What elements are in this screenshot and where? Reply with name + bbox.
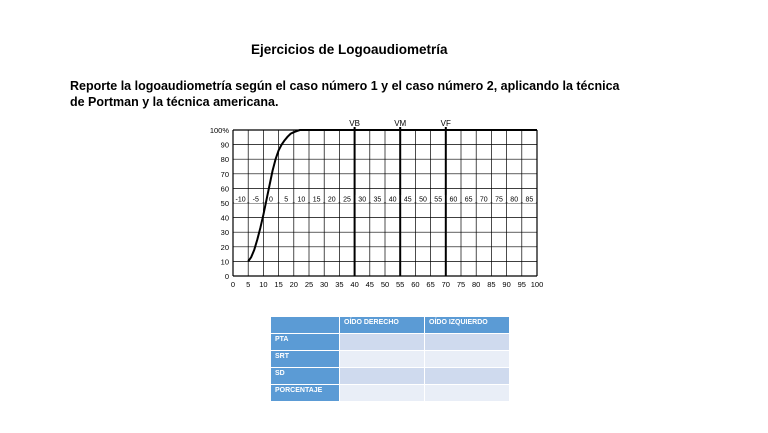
inner-scale-label: 70: [479, 196, 488, 204]
sd-left-cell[interactable]: [425, 368, 510, 385]
reference-label-vm: VM: [394, 119, 407, 128]
page-title-text: Ejercicios de Logoaudiometría: [251, 42, 448, 57]
inner-scale-label: 85: [525, 196, 534, 204]
y-tick-label: 90: [220, 140, 229, 150]
x-tick-label: 5: [246, 280, 251, 289]
header-left-ear: OÍDO IZQUIERDO: [425, 317, 510, 334]
inner-scale-label: 65: [464, 196, 473, 204]
table-row: [271, 368, 510, 385]
x-tick-label: 95: [517, 280, 526, 289]
pta-left-cell[interactable]: [425, 334, 510, 351]
x-tick-label: 50: [380, 280, 390, 289]
inner-scale-label: 55: [434, 196, 443, 204]
inner-scale-label: -10: [235, 196, 246, 204]
table-row: [271, 334, 510, 351]
porcentaje-left-cell[interactable]: [425, 385, 510, 402]
table-header-row: [271, 317, 510, 334]
inner-scale-label: 30: [358, 196, 367, 204]
x-tick-label: 20: [289, 280, 298, 289]
srt-right-cell[interactable]: [340, 351, 425, 368]
y-tick-label: 60: [220, 184, 229, 194]
x-tick-label: 15: [274, 280, 283, 289]
table-row: [271, 351, 510, 368]
x-tick-label: 40: [350, 280, 359, 289]
row-label-sd: SD: [271, 368, 340, 385]
x-tick-label: 35: [335, 280, 344, 289]
x-tick-label: 30: [320, 280, 329, 289]
table-row: [271, 385, 510, 402]
pta-right-cell[interactable]: [340, 334, 425, 351]
x-axis-ticks: [231, 280, 543, 289]
x-tick-label: 80: [472, 280, 481, 289]
row-label-srt: SRT: [271, 351, 340, 368]
x-tick-label: 25: [304, 280, 314, 289]
y-tick-label: 50: [220, 199, 229, 208]
x-tick-label: 65: [426, 280, 435, 289]
x-tick-label: 60: [411, 280, 420, 289]
inner-scale-label: 15: [312, 196, 321, 204]
header-right-ear: OÍDO DERECHO: [340, 317, 425, 334]
y-tick-label: 80: [220, 155, 229, 165]
y-tick-label: 30: [220, 228, 229, 238]
x-tick-label: 75: [456, 280, 466, 289]
inner-scale-label: 5: [284, 196, 289, 204]
inner-scale-label: -5: [252, 196, 259, 204]
inner-scale-label: 80: [510, 196, 519, 204]
srt-left-cell[interactable]: [425, 351, 510, 368]
table-corner-cell: [271, 317, 340, 334]
x-tick-label: 0: [230, 280, 236, 289]
reference-label-vf: VF: [440, 119, 451, 128]
logoaudiometry-chart: [200, 117, 560, 297]
inner-scale-label: 75: [495, 196, 503, 204]
x-tick-label: 10: [259, 280, 268, 289]
results-table: [270, 316, 510, 402]
y-tick-label: 70: [220, 169, 229, 179]
x-tick-label: 90: [502, 280, 511, 289]
instructions-text: Reporte la logoaudiometría según el caso número 1 y el caso número 2, aplicando la técnica de Portman y la técnica americana.: [70, 79, 620, 109]
inner-scale-label: 10: [297, 196, 306, 204]
x-tick-label: 100: [530, 280, 544, 289]
inner-scale-label: 50: [419, 196, 427, 204]
row-label-porcentaje: PORCENTAJE: [271, 385, 340, 402]
inner-scale-label: 20: [327, 196, 336, 204]
row-label-pta: PTA: [271, 334, 340, 351]
inner-scale-label: 35: [373, 196, 382, 204]
inner-scale-label: 0: [269, 196, 273, 204]
x-tick-label: 55: [396, 280, 405, 289]
sd-right-cell[interactable]: [340, 368, 425, 385]
reference-label-vb: VB: [349, 119, 360, 128]
y-axis-ticks: [210, 126, 230, 281]
y-tick-label: 10: [220, 257, 229, 267]
porcentaje-right-cell[interactable]: [340, 385, 425, 402]
inner-scale-label: 40: [388, 196, 397, 204]
y-tick-label: 0: [224, 272, 229, 281]
y-tick-label: 20: [220, 242, 229, 252]
inner-scale-label: 60: [449, 196, 458, 204]
x-tick-label: 70: [441, 280, 450, 289]
inner-scale-label: 45: [403, 196, 412, 204]
y-tick-label: 100%: [209, 126, 229, 135]
inner-scale-label: 25: [343, 196, 351, 204]
x-tick-label: 45: [365, 280, 374, 289]
y-tick-label: 40: [220, 213, 229, 223]
x-tick-label: 85: [487, 280, 496, 289]
